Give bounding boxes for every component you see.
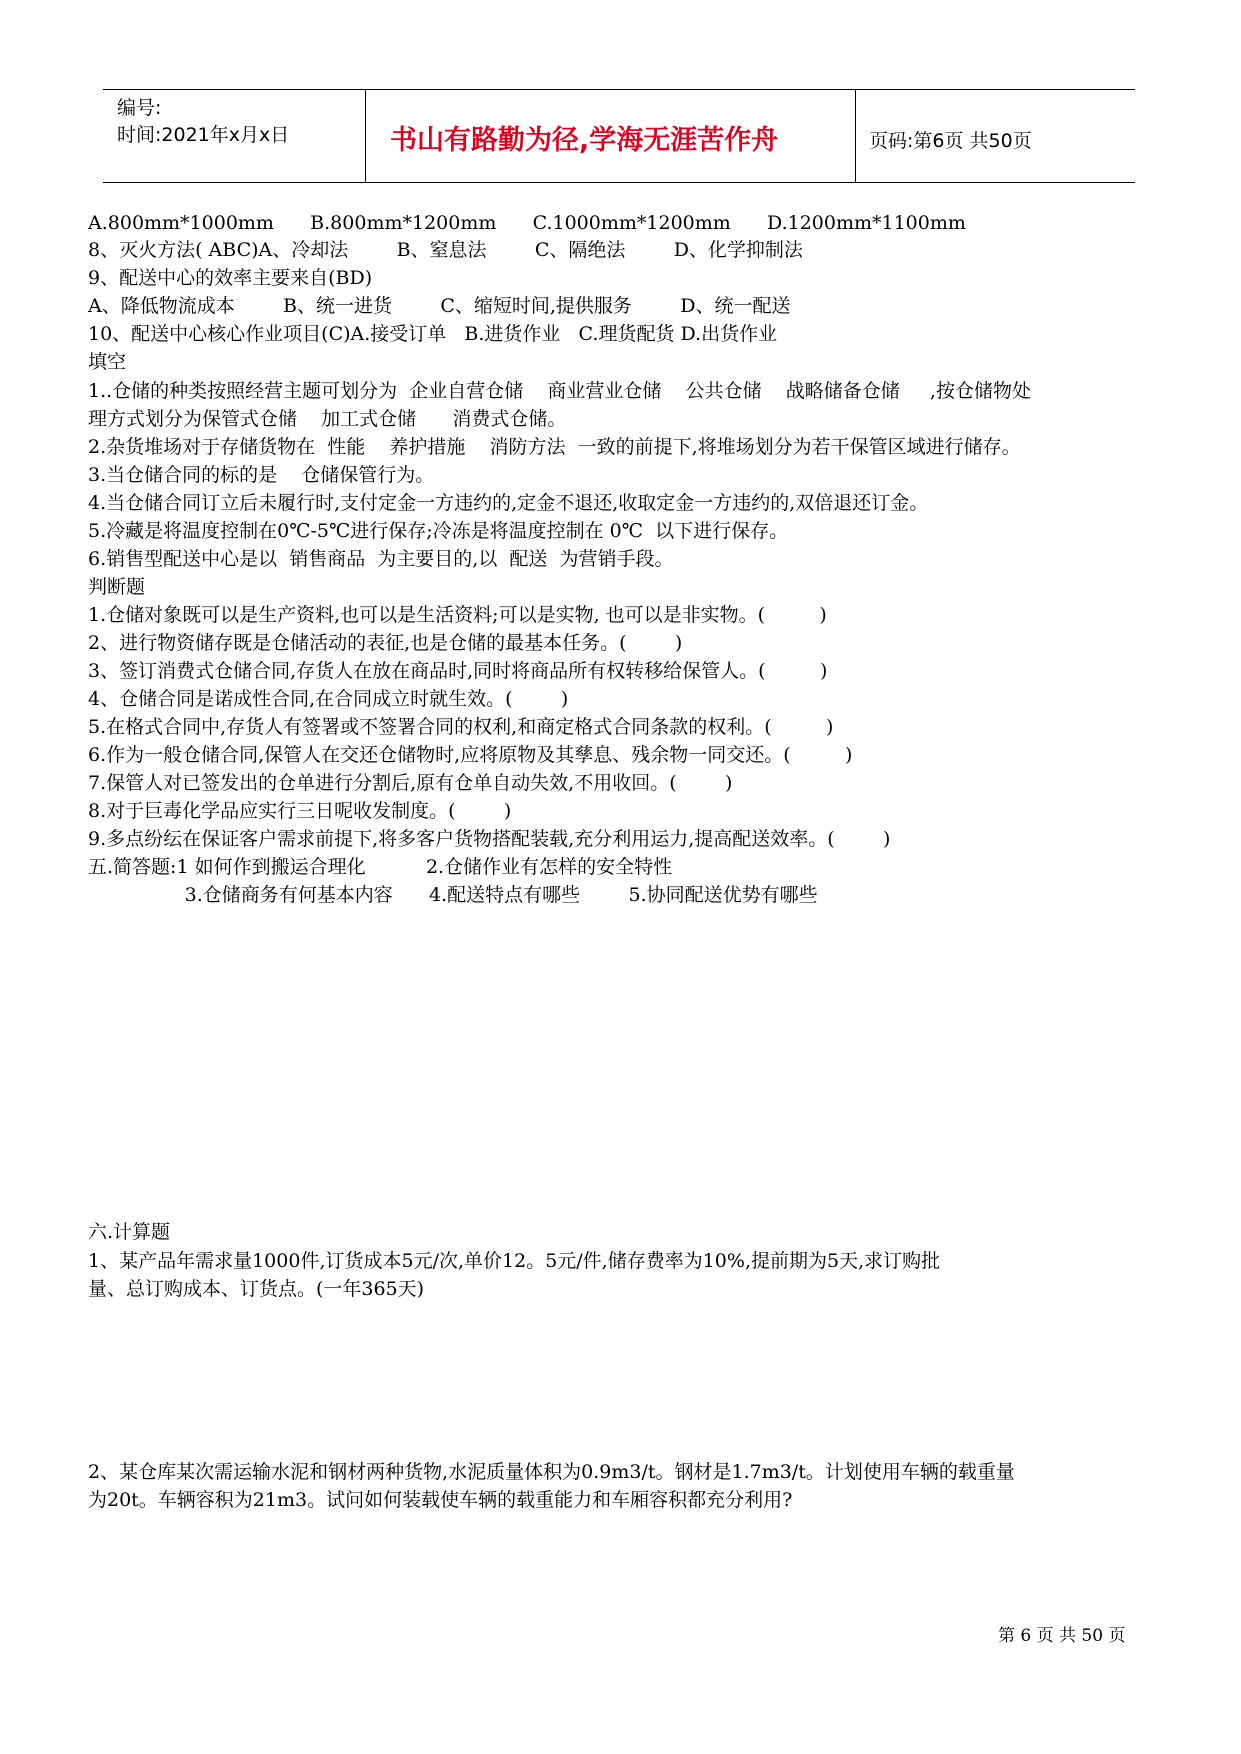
true-false-1: 1.仓储对象既可以是生产资料,也可以是生活资料;可以是实物, 也可以是非实物。( ) bbox=[88, 604, 827, 626]
question-9: 9、配送中心的效率主要来自(BD) bbox=[88, 267, 373, 289]
fill-in-1: 1..仓储的种类按照经营主题可划分为 企业自营仓储 商业营业仓储 公共仓储 战略储备仓储 ,按仓储物处 bbox=[88, 380, 1031, 402]
header-divider-right bbox=[855, 89, 856, 182]
true-false-2: 2、进行物资储存既是仓储活动的表征,也是仓储的最基本任务。( ) bbox=[88, 632, 683, 654]
true-false-3: 3、签订消费式仓储合同,存货人在放在商品时,同时将商品所有权转移给保管人。( ) bbox=[88, 660, 828, 682]
true-false-9: 9.多点纷纭在保证客户需求前提下,将多客户货物搭配装载,充分利用运力,提高配送效率。( ) bbox=[88, 828, 891, 850]
true-false-8: 8.对于巨毒化学品应实行三日呢收发制度。( ) bbox=[88, 800, 512, 822]
section-heading-calculation: 六.计算题 bbox=[88, 1221, 171, 1243]
calculation-2: 2、某仓库某次需运输水泥和钢材两种货物,水泥质量体积为0.9m3/t。钢材是1.7m3/t。计划使用车辆的载重量 bbox=[88, 1461, 1015, 1483]
header-page-info: 页码:第6页 共50页 bbox=[869, 130, 1032, 152]
header-motto: 书山有路勤为径,学海无涯苦作舟 bbox=[390, 125, 779, 156]
document-date: 时间:2021年x月x日 bbox=[117, 124, 290, 146]
fill-in-6: 6.销售型配送中心是以 销售商品 为主要目的,以 配送 为营销手段。 bbox=[88, 548, 674, 570]
calculation-1: 1、某产品年需求量1000件,订货成本5元/次,单价12。5元/件,储存费率为10%,提前期为5天,求订购批 bbox=[88, 1250, 941, 1272]
header-bottom-border bbox=[103, 182, 1135, 183]
short-answer-cont: 3.仓储商务有何基本内容 4.配送特点有哪些 5.协同配送优势有哪些 bbox=[88, 884, 818, 906]
short-answer-heading: 五.简答题:1 如何作到搬运合理化 2.仓储作业有怎样的安全特性 bbox=[88, 856, 673, 878]
true-false-7: 7.保管人对已签发出的仓单进行分割后,原有仓单自动失效,不用收回。( ) bbox=[88, 772, 733, 794]
question-10: 10、配送中心核心作业项目(C)A.接受订单 B.进货作业 C.理货配货 D.出货作业 bbox=[88, 323, 778, 345]
true-false-6: 6.作为一般仓储合同,保管人在交还仓储物时,应将原物及其孳息、残余物一同交还。( ) bbox=[88, 744, 853, 766]
calculation-1-cont: 量、总订购成本、订货点。(一年365天) bbox=[88, 1278, 425, 1300]
fill-in-1-cont: 理方式划分为保管式仓储 加工式仓储 消费式仓储。 bbox=[88, 408, 567, 430]
fill-in-4: 4.当仓储合同订立后未履行时,支付定金一方违约的,定金不退还,收取定金一方违约的,双倍退还订金。 bbox=[88, 492, 929, 514]
options-line-a: A.800mm*1000mm B.800mm*1200mm C.1000mm*1200mm D.1200mm*1100mm bbox=[88, 212, 966, 234]
page-footer: 第 6 页 共 50 页 bbox=[998, 1626, 1126, 1646]
document-number-label: 编号: bbox=[117, 97, 162, 119]
header-top-border bbox=[103, 89, 1135, 90]
section-heading-true-false: 判断题 bbox=[88, 576, 146, 598]
true-false-5: 5.在格式合同中,存货人有签署或不签署合同的权利,和商定格式合同条款的权利。( ) bbox=[88, 716, 834, 738]
fill-in-2: 2.杂货堆场对于存储货物在 性能 养护措施 消防方法 一致的前提下,将堆场划分为若干保管区域进行储存。 bbox=[88, 436, 1021, 458]
header-divider-left bbox=[365, 89, 366, 182]
fill-in-5: 5.冷藏是将温度控制在0℃-5℃进行保存;冷冻是将温度控制在 0℃ 以下进行保存。 bbox=[88, 520, 789, 542]
fill-in-3: 3.当仓储合同的标的是 仓储保管行为。 bbox=[88, 464, 435, 486]
section-heading-fill-in: 填空 bbox=[88, 351, 127, 373]
question-9-options: A、降低物流成本 B、统一进货 C、缩短时间,提供服务 D、统一配送 bbox=[88, 295, 791, 317]
question-8: 8、灭火方法( ABC)A、冷却法 B、窒息法 C、隔绝法 D、化学抑制法 bbox=[88, 239, 803, 261]
calculation-2-cont: 为20t。车辆容积为21m3。试问如何装载使车辆的载重能力和车厢容积都充分利用? bbox=[88, 1489, 793, 1511]
true-false-4: 4、仓储合同是诺成性合同,在合同成立时就生效。( ) bbox=[88, 688, 569, 710]
